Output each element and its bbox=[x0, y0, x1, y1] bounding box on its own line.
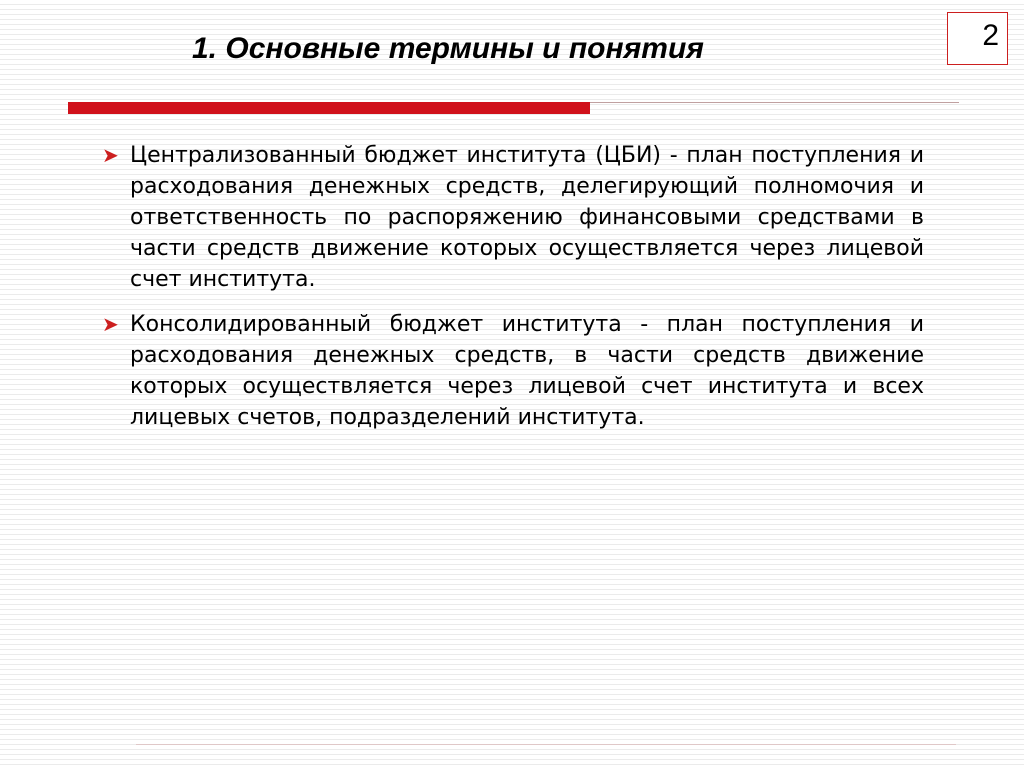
slide-title: 1. Основные термины и понятия bbox=[192, 32, 704, 65]
page-number-box bbox=[947, 12, 1008, 65]
bullet-list bbox=[96, 140, 924, 447]
arrow-bullet-icon: ➤ bbox=[102, 143, 119, 167]
title-underline-bar bbox=[68, 102, 590, 114]
footer-rule bbox=[136, 744, 956, 745]
bullet-item bbox=[96, 140, 924, 295]
arrow-bullet-icon: ➤ bbox=[102, 312, 119, 336]
bullet-item bbox=[96, 309, 924, 433]
page-number: 2 bbox=[982, 19, 999, 52]
bullet-text: Консолидированный бюджет института - план поступления и расходования денежных средств, в части средств движение которых осуществляется через лицевой счет института и всех лицевых счетов, подразделений института. bbox=[130, 312, 924, 430]
title-underline-rule bbox=[590, 102, 959, 103]
bullet-text: Централизованный бюджет института (ЦБИ) - план поступления и расходования денежных средств, делегирующий полномочия и ответственность по распоряжению финансовыми средствами в части средств движение которых осуществляется через лицевой счет института. bbox=[130, 143, 924, 292]
